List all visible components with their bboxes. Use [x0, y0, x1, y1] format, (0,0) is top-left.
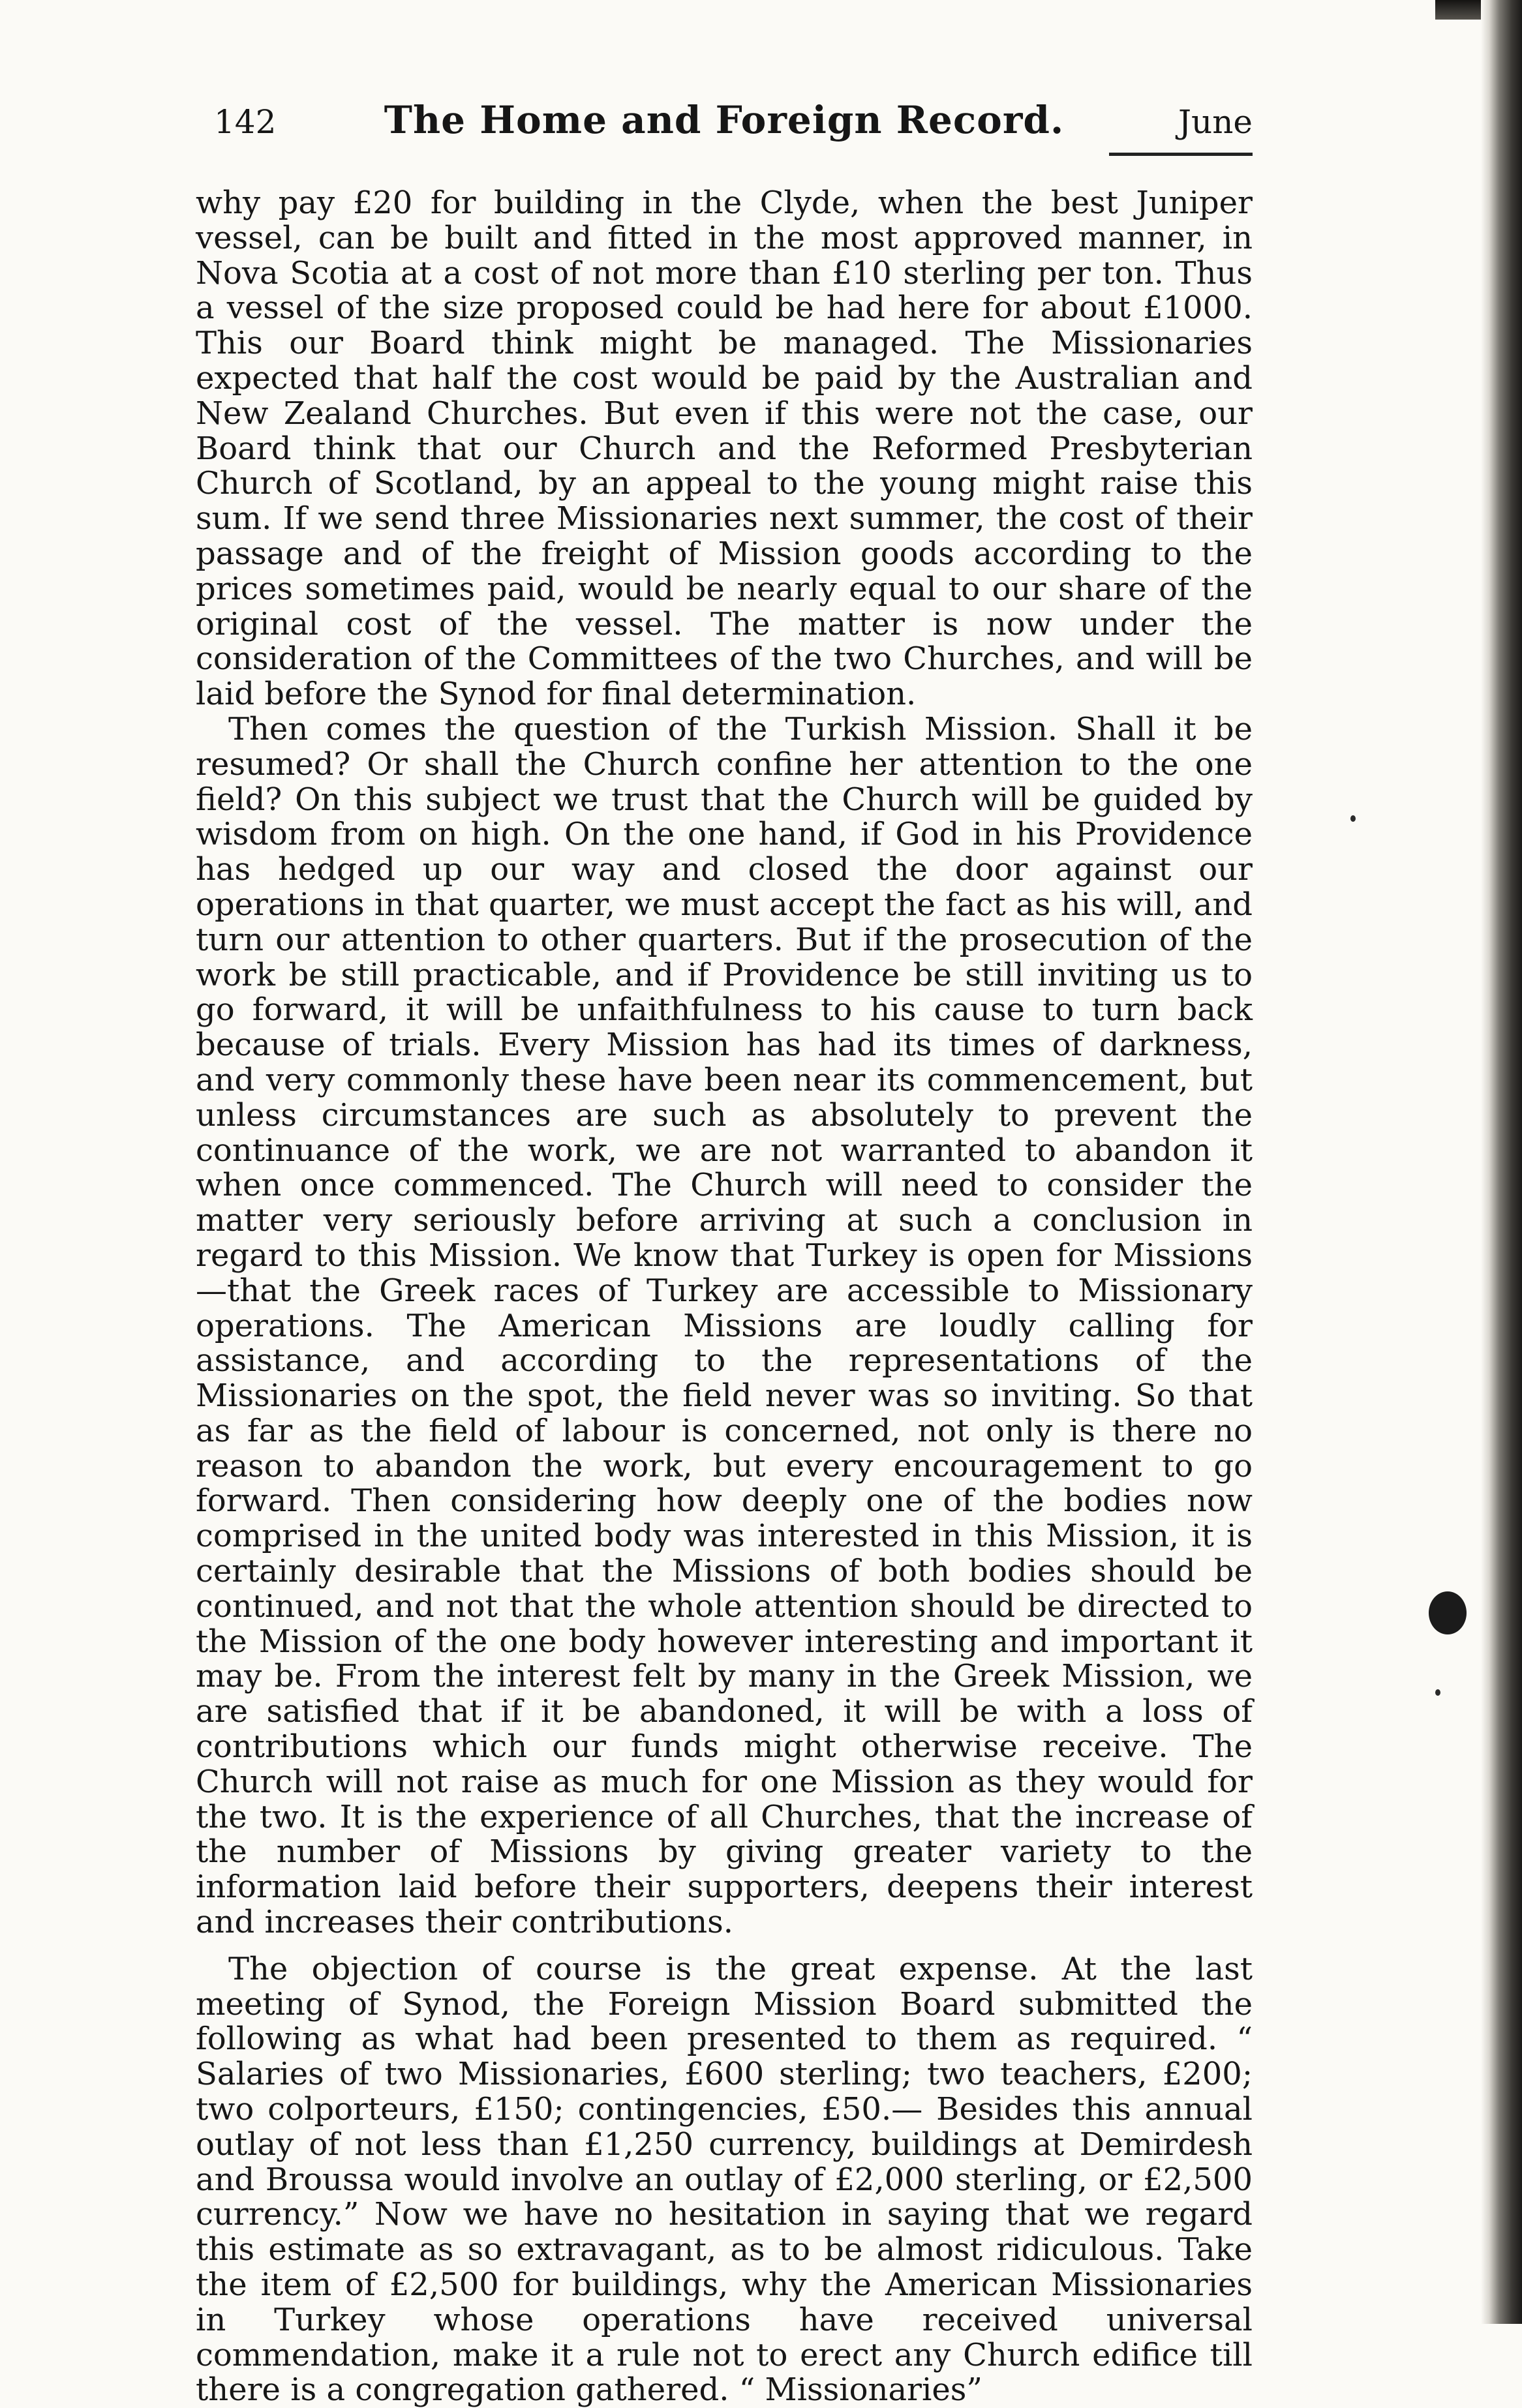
issue-month: June — [1178, 103, 1253, 141]
ink-blot — [1429, 1591, 1467, 1634]
paragraph-continued: why pay £20 for building in the Clyde, when the best Juniper vessel, can be built and fitted in the most approved manner, in Nova Scotia at a cost of not more than £10 sterling per ton. Thus a vessel of the size proposed could be had here for about £1000. This our Board think might be managed. The Missionaries expected that half the cost would be paid by the Australian and New Zealand Churches. But even if this were not the case, our Board think that our Church and the Reformed Presbyterian Church of Scotland, by an appeal to the young might raise this sum. If we send three Missionaries next summer, the cost of their passage and of the freight of Mission goods according to the prices sometimes paid, would be nearly equal to our share of the original cost of the vessel. The matter is now under the consideration of the Committees of the two Churches, and will be laid before the Synod for final determination. — [196, 185, 1253, 713]
journal-title: The Home and Foreign Record. — [384, 98, 1065, 142]
ink-speck — [1435, 1689, 1440, 1696]
page-number: 142 — [214, 103, 277, 141]
header-rule — [1109, 153, 1253, 156]
ink-speck — [1350, 815, 1356, 822]
body-text — [196, 186, 1253, 2408]
paragraph-turkish-mission: Then comes the question of the Turkish Mission. Shall it be resumed? Or shall the Church confine her attention to the one field? On this subject we trust that the Church will be guided by wisdom from on high. On the one hand, if God in his Providence has hedged up our way and closed the door against our operations in that quarter, we must accept the fact as his will, and turn our attention to other quarters. But if the prosecution of the work be still practicable, and if Providence be still inviting us to go forward, it will be unfaithfulness to his cause to turn back because of trials. Every Mission has had its times of darkness, and very commonly these have been near its commencement, but unless circumstances are such as absolutely to prevent the continuance of the work, we are not warranted to abandon it when once commenced. The Church will need to consider the matter very seriously before arriving at such a conclusion in regard to this Mission. We know that Turkey is open for Missions—that the Greek races of Turkey are accessible to Missionary operations. The American Missions are loudly calling for assistance, and according to the representations of the Missionaries on the spot, the field never was so inviting. So that as far as the field of labour is concerned, not only is there no reason to abandon the work, but every encouragement to go forward. Then considering how deeply one of the bodies now comprised in the united body was interested in this Mission, it is certainly desirable that the Missions of both bodies should be continued, and not that the whole attention should be directed to the Mission of the one body however interesting and important it may be. From the interest felt by many in the Greek Mission, we are satisfied that if it be abandoned, it will be with a loss of contributions which our funds might otherwise receive. The Church will not raise as much for one Mission as they would for the two. It is the experience of all Churches, that the increase of the number of Missions by giving greater variety to the information laid before their supporters, deepens their interest and increases their contributions. — [196, 710, 1253, 1941]
running-header — [196, 98, 1253, 150]
paragraph-expense: The objection of course is the great expense. At the last meeting of Synod, the Foreign Mission Board submitted the following as what had been presented to them as required. “ Salaries of two Missionaries, £600 sterling; two teachers, £200; two colporteurs, £150; contingencies, £50.— Besides this annual outlay of not less than £1,250 currency, buildings at Demirdesh and Broussa would involve an outlay of £2,000 sterling, or £2,500 currency.” Now we have no hesitation in saying that we regard this estimate as so extravagant, as to be almost ridiculous. Take the item of £2,500 for buildings, why the American Missionaries in Turkey whose operations have received universal commendation, make it a rule not to erect any Church edifice till there is a congregation gathered. “ Missionaries” — [196, 1950, 1253, 2408]
binding-edge — [1481, 0, 1522, 2324]
